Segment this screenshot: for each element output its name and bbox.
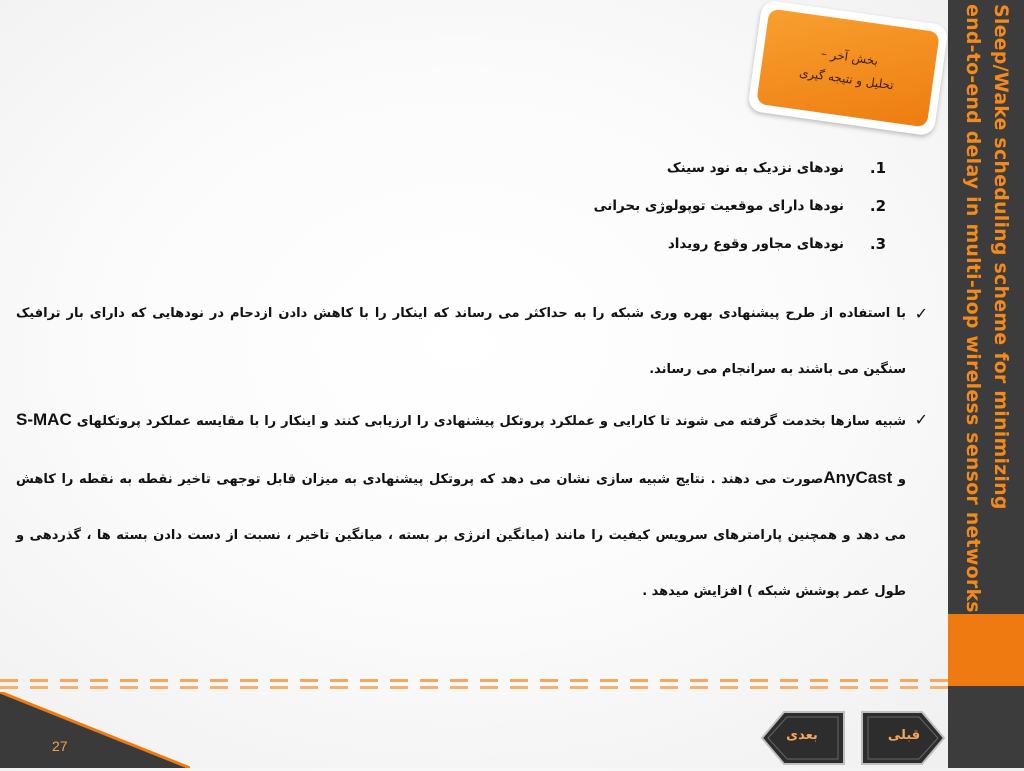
list-item [466, 232, 886, 270]
next-button[interactable] [758, 709, 846, 767]
paragraph-2-text-c: صورت می دهند . نتایج شبیه سازی نشان می دهد که پروتکل پیشنهادی به میزان قابل توجهی تاخیر نقطه به نقطه را کاهش می دهد و همچنین پارامترهای سرویس کیفیت را مانند (میانگین انرژی بر بسته ، میانگین تاخیر ، نسبت از دست دادن بسته ها ، گذردهی و طول عمر پوشش شبکه ) افزایش میدهد . [16, 472, 906, 599]
dashed-divider [0, 679, 948, 682]
list-number: 1. [869, 159, 886, 177]
list-item [466, 156, 886, 194]
presentation-title [956, 4, 1018, 613]
list-number: 3. [869, 235, 886, 253]
list-text: نودها دارای موقعیت توپولوژی بحرانی [593, 198, 844, 214]
list-number: 2. [869, 197, 886, 215]
dashed-divider [0, 686, 948, 689]
section-subtitle: تحلیل و نتیجه گیری [798, 65, 895, 93]
paragraph-2-text-b: و [892, 472, 906, 487]
page-number-corner [0, 692, 190, 768]
presentation-title-line-2: end-to-end delay in multi-hop wireless sensor networks [962, 4, 984, 613]
previous-button[interactable] [860, 709, 948, 767]
section-title-card [752, 4, 945, 132]
paragraph-1-text: با استفاده از طرح پیشنهادی بهره وری شبکه را به حداکثر می رساند که اینکار را با کاهش دادن ازدحام در نودهایی که دارای بار ترافیک سنگین می باشند به سرانجام می رساند. [16, 306, 906, 377]
previous-button-label: قبلی [887, 728, 921, 743]
presentation-title-text [959, 4, 1015, 613]
numbered-list [466, 156, 886, 270]
section-title: بخش آخر – [820, 46, 879, 69]
presentation-title-line-1: Sleep/Wake scheduling scheme for minimizing [990, 4, 1012, 510]
checkmark-icon: ✓ [914, 304, 928, 323]
bullet-paragraph-2 [16, 392, 928, 620]
list-text: نودهای نزدیک به نود سینک [666, 160, 844, 176]
next-button-label: بعدی [786, 728, 818, 743]
smac-term: S-MAC [16, 410, 72, 429]
anycast-term: AnyCast [823, 468, 893, 487]
page-number: 27 [52, 738, 68, 754]
checkmark-icon: ✓ [914, 410, 928, 429]
list-text: نودهای مجاور وقوع رویداد [667, 236, 844, 252]
side-bar-accent [948, 614, 1024, 686]
bullet-paragraph-1 [16, 286, 928, 398]
paragraph-2-text-a: شبیه سازها بخدمت گرفته می شوند تا کارایی و عملکرد پروتکل پیشنهادی را ارزیابی کنند و اینکار را با مقایسه عملکرد پروتکلهای [71, 414, 906, 429]
list-item [466, 194, 886, 232]
